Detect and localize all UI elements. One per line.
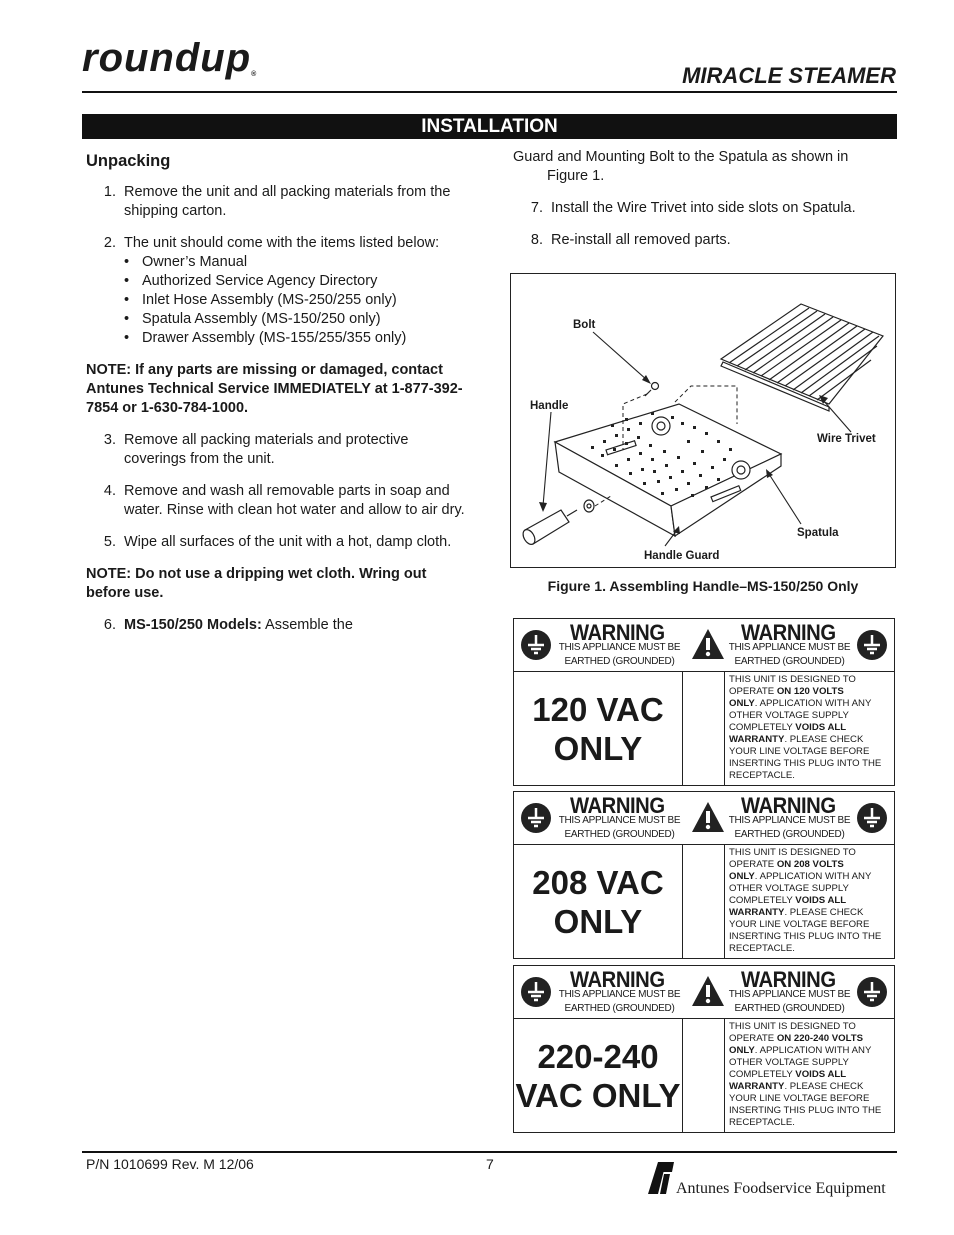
warning-triangle-icon xyxy=(691,627,725,661)
blank-cell xyxy=(682,845,725,958)
warning-heading-left: WARNING xyxy=(570,967,665,992)
warning-label-208v xyxy=(513,791,895,959)
warning-heading-left: WARNING xyxy=(570,793,665,818)
ground-icon xyxy=(521,630,551,660)
warning-triangle-icon xyxy=(691,974,725,1008)
step-6: 6. MS-150/250 Models: Assemble the xyxy=(103,617,353,633)
warning-label-120v xyxy=(513,618,895,786)
warning-subtext-right: THIS APPLIANCE MUST BE EARTHED (GROUNDED) xyxy=(728,642,851,667)
wire-trivet-drawing xyxy=(721,304,883,411)
warning-body-text: THIS UNIT IS DESIGNED TO OPERATE ON 220-240 VOLTS ONLY. APPLICATION WITH ANY OTHER VOLTAGE SUPPLY COMPLETELY VOIDS ALL WARRANTY. PLEASE CHECK YOUR LINE VOLTAGE BEFORE INSERTING THIS PLUG INTO THE RECEPTACLE. xyxy=(729,1021,882,1128)
left-column xyxy=(86,152,471,648)
missing-parts-note: NOTE: If any parts are missing or damaged, contact Antunes Technical Service IMMEDIATELY at 1-877-392-7854 or 1-630-784-1000. xyxy=(86,362,463,416)
spatula-drawing xyxy=(555,404,781,536)
part-number: P/N 1010699 Rev. M 12/06 xyxy=(86,1156,254,1172)
blank-cell xyxy=(682,672,725,785)
antunes-brand-name: Antunes Foodservice Equipment xyxy=(676,1180,886,1197)
bolt-label: Bolt xyxy=(573,319,596,331)
warning-subtext-left: THIS APPLIANCE MUST BE EARTHED (GROUNDED) xyxy=(558,989,681,1014)
voltage-rating: 220-240 VAC ONLY xyxy=(514,1019,683,1132)
warning-triangle-icon xyxy=(691,800,725,834)
included-items-list xyxy=(124,253,471,348)
warning-body-text: THIS UNIT IS DESIGNED TO OPERATE ON 120 VOLTS ONLY. APPLICATION WITH ANY OTHER VOLTAGE SUPPLY COMPLETELY VOIDS ALL WARRANTY. PLEASE CHECK YOUR LINE VOLTAGE BEFORE INSERTING THIS PLUG INTO THE RECEPTACLE. xyxy=(729,674,882,781)
spatula-assembly-drawing xyxy=(511,274,895,567)
step-1: 1. Remove the unit and all packing materials from the shipping carton. xyxy=(103,184,451,219)
warning-subtext-right: THIS APPLIANCE MUST BE EARTHED (GROUNDED) xyxy=(728,815,851,840)
ground-icon xyxy=(521,803,551,833)
handle-guard-label: Handle Guard xyxy=(644,550,720,562)
right-column xyxy=(513,148,898,263)
ground-icon xyxy=(857,977,887,1007)
document-title: MIRACLE STEAMER xyxy=(682,63,896,88)
blank-cell xyxy=(682,1019,725,1132)
header-rule xyxy=(82,91,897,93)
list-item: • Authorized Service Agency Directory xyxy=(124,273,378,289)
step-2: 2. The unit should come with the items listed below: • Owner’s Manual • Authorized Service Agency Directory • Inlet Hose Assembly (MS-250/255 only) • Spatula Assembly (MS-150/250 only) • Drawer Assembly (MS-155/255/355 only) xyxy=(86,234,471,348)
warning-subtext-left: THIS APPLIANCE MUST BE EARTHED (GROUNDED) xyxy=(558,815,681,840)
ground-icon xyxy=(521,977,551,1007)
step-8: 8. Re-install all removed parts. xyxy=(530,232,731,248)
list-item: • Inlet Hose Assembly (MS-250/255 only) xyxy=(124,292,397,308)
voltage-rating: 120 VAC ONLY xyxy=(514,672,683,785)
list-item: • Spatula Assembly (MS-150/250 only) xyxy=(124,311,381,327)
page-number: 7 xyxy=(486,1156,494,1172)
roundup-logo: roundup® xyxy=(82,36,258,80)
warning-header xyxy=(514,792,894,845)
warning-subtext-left: THIS APPLIANCE MUST BE EARTHED (GROUNDED) xyxy=(558,642,681,667)
warning-heading-right: WARNING xyxy=(741,793,836,818)
warning-heading-right: WARNING xyxy=(741,967,836,992)
spatula-label: Spatula xyxy=(797,527,839,539)
step-6-continuation: Guard and Mounting Bolt to the Spatula as shown in Figure 1. xyxy=(513,149,849,184)
step-3: 3. Remove all packing materials and protective coverings from the unit. xyxy=(103,432,409,467)
warning-label-220-240v xyxy=(513,965,895,1133)
voltage-rating: 208 VAC ONLY xyxy=(514,845,683,958)
footer-rule xyxy=(82,1151,897,1153)
wire-trivet-label: Wire Trivet xyxy=(817,433,876,445)
warning-header xyxy=(514,966,894,1019)
warning-heading-right: WARNING xyxy=(741,620,836,645)
warning-heading-left: WARNING xyxy=(570,620,665,645)
antunes-logo-icon xyxy=(646,1160,676,1196)
step-5: 5. Wipe all surfaces of the unit with a hot, damp cloth. xyxy=(103,534,452,550)
ground-icon xyxy=(857,630,887,660)
step-7: 7. Install the Wire Trivet into side slots on Spatula. xyxy=(530,200,856,216)
wet-cloth-note: NOTE: Do not use a dripping wet cloth. Wring out before use. xyxy=(86,566,427,601)
list-item: • Owner’s Manual xyxy=(124,254,248,270)
warning-header xyxy=(514,619,894,672)
assembly-figure xyxy=(510,273,896,568)
warning-subtext-right: THIS APPLIANCE MUST BE EARTHED (GROUNDED) xyxy=(728,989,851,1014)
ground-icon xyxy=(857,803,887,833)
warning-body-text: THIS UNIT IS DESIGNED TO OPERATE ON 208 VOLTS ONLY. APPLICATION WITH ANY OTHER VOLTAGE SUPPLY COMPLETELY VOIDS ALL WARRANTY. PLEASE CHECK YOUR LINE VOLTAGE BEFORE INSERTING THIS PLUG INTO THE RECEPTACLE. xyxy=(729,847,882,954)
figure-caption: Figure 1. Assembling Handle–MS-150/250 Only xyxy=(547,578,859,594)
handle-label: Handle xyxy=(530,400,569,412)
handle-drawing xyxy=(521,500,594,546)
section-title: INSTALLATION xyxy=(82,114,897,139)
step-4: 4. Remove and wash all removable parts in soap and water. Rinse with clean hot water and allow to air dry. xyxy=(103,483,465,518)
list-item: • Drawer Assembly (MS-155/255/355 only) xyxy=(124,330,407,346)
unpacking-heading: Unpacking xyxy=(86,152,171,170)
bolt-drawing xyxy=(645,383,659,397)
